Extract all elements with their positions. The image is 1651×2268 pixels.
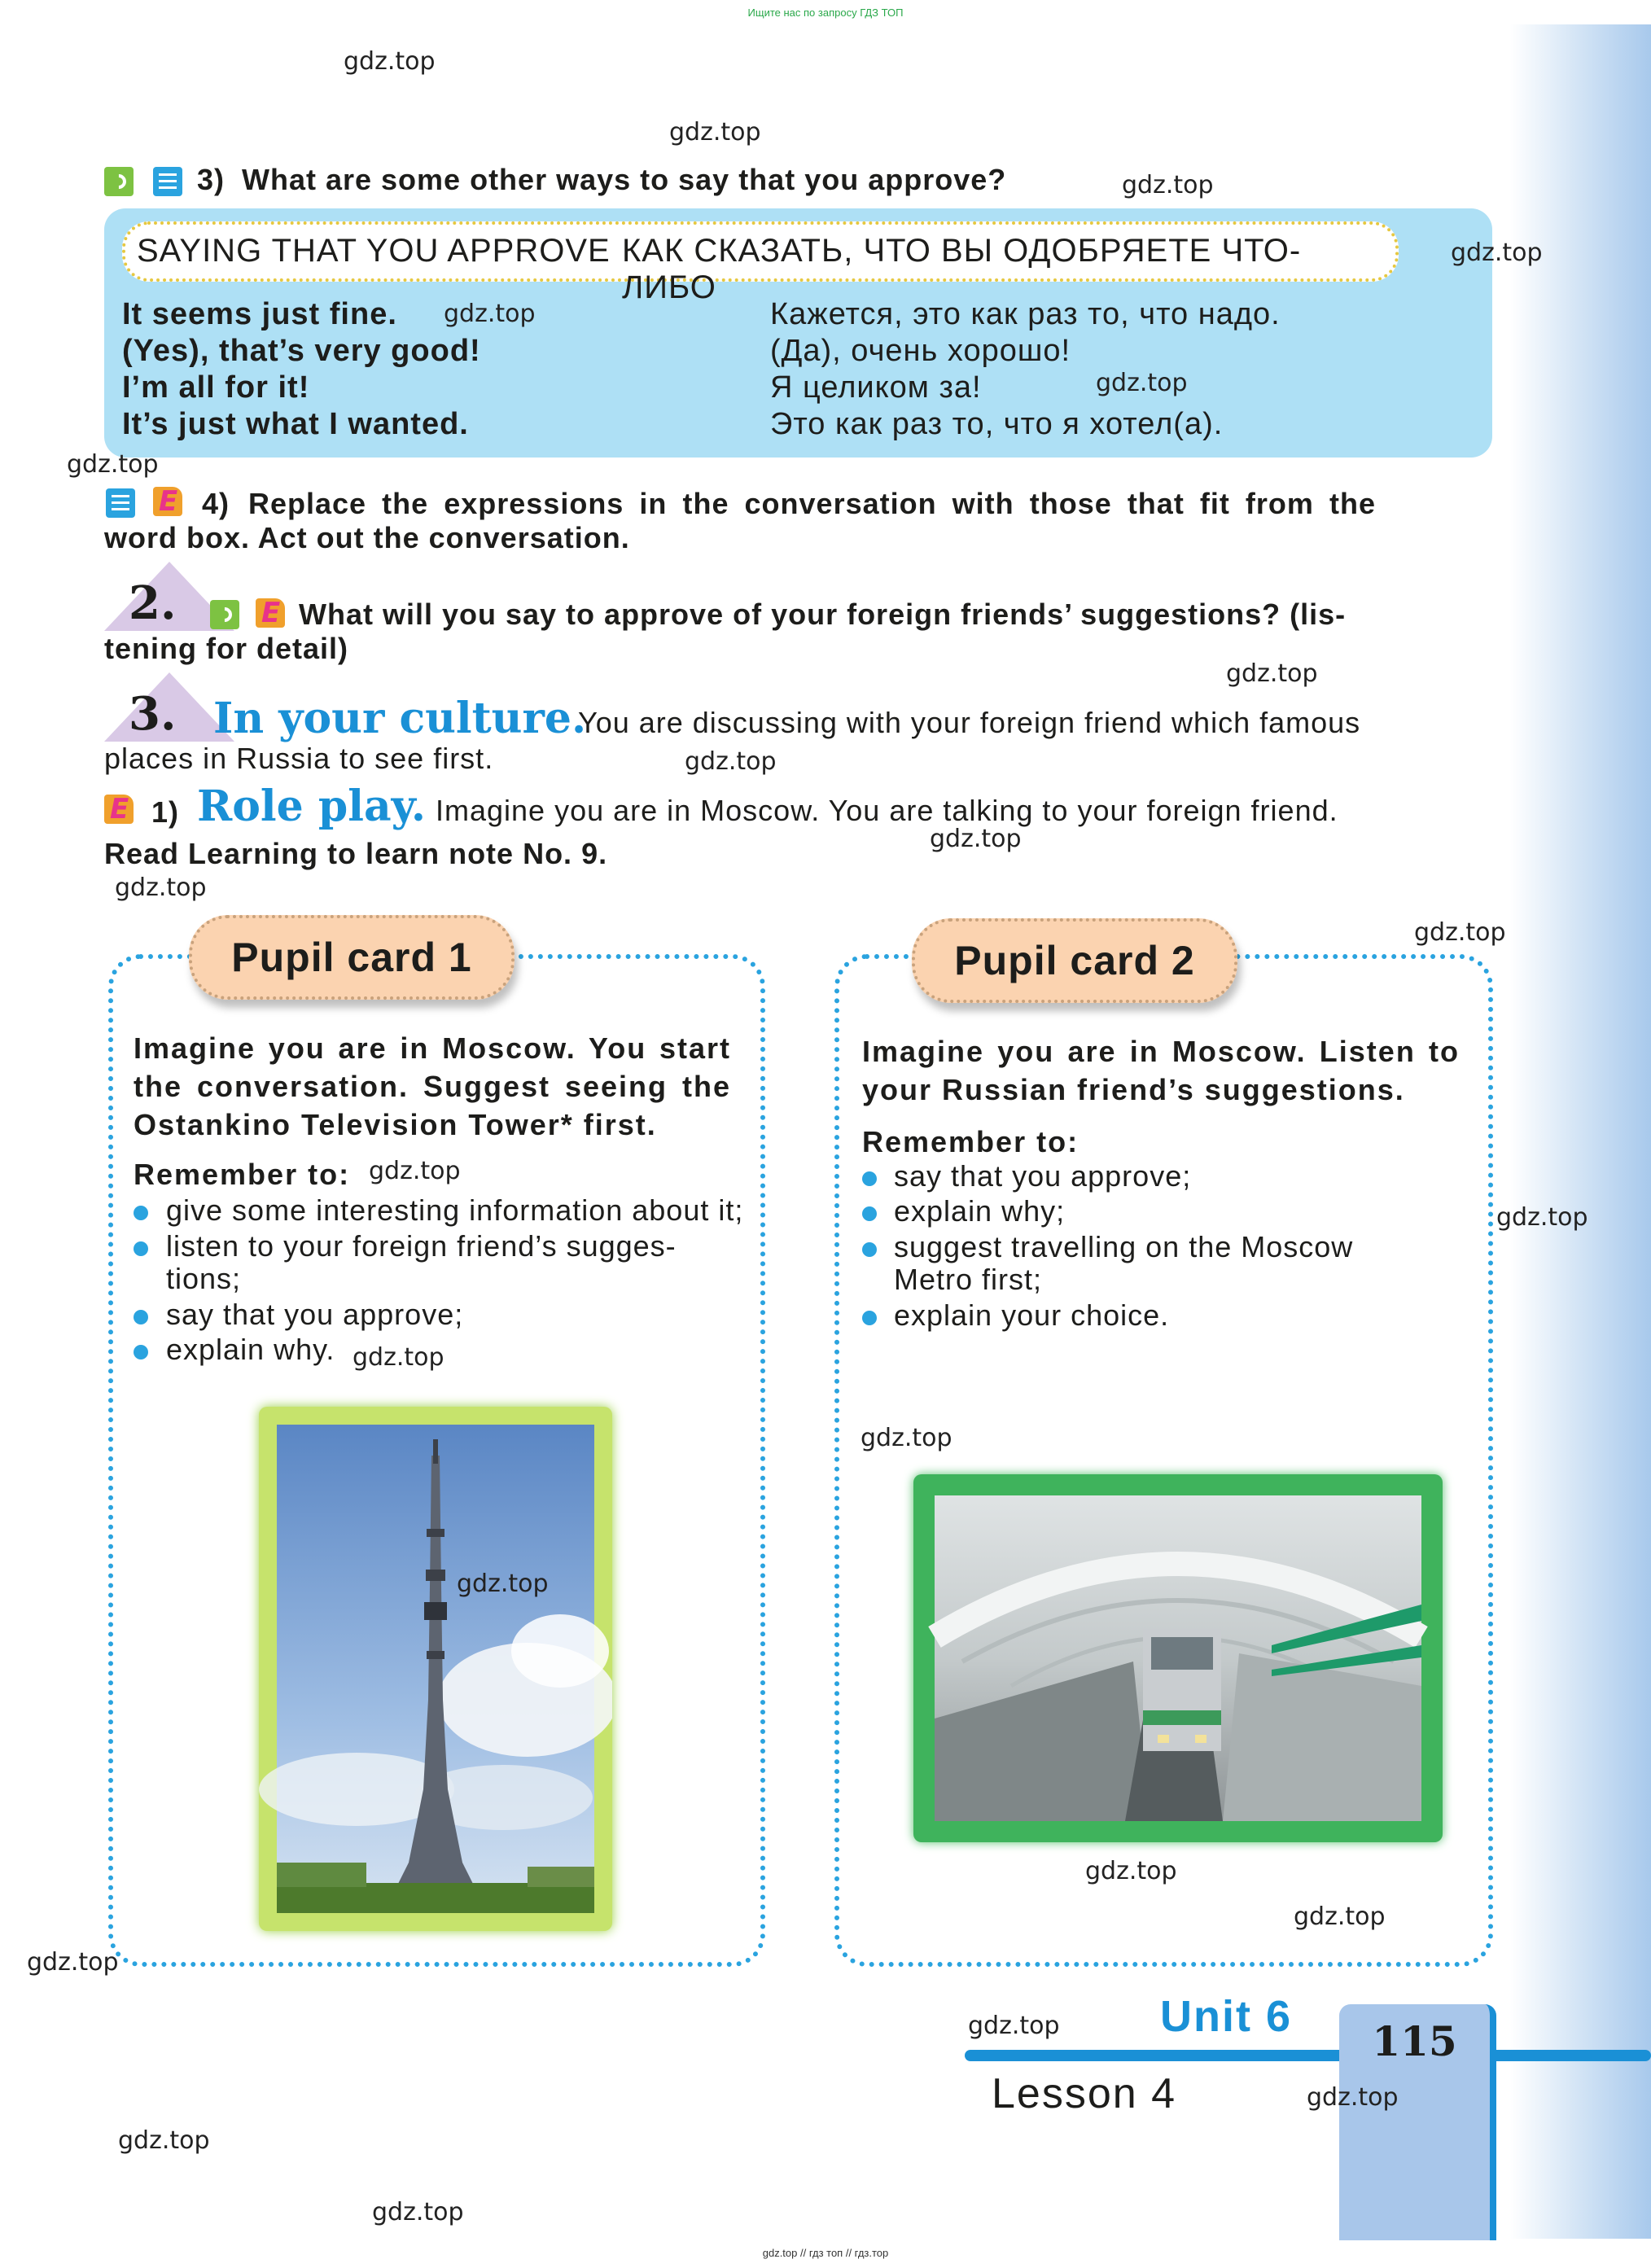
bullet (862, 1242, 877, 1257)
page-number: 115 (1372, 2017, 1457, 2065)
reading-icon (153, 167, 182, 196)
bullet (134, 1345, 148, 1359)
watermark: gdz.top (444, 300, 536, 328)
listening-icon (210, 600, 239, 629)
unit-underline (965, 2050, 1651, 2061)
phrase-en-4: It’s just what I wanted. (122, 407, 469, 441)
watermark: gdz.top (372, 2198, 464, 2226)
task2-line1: What will you say to approve of your foreign friends’ suggestions? (lis- (299, 598, 1347, 631)
phrase-en-3: I’m all for it! (122, 370, 310, 405)
role-line1: Imagine you are in Moscow. You are talking to your foreign friend. (436, 794, 1338, 827)
role-title: Role play. (197, 782, 426, 831)
watermark: gdz.top (115, 873, 207, 902)
ex4-number: 4) (202, 487, 230, 520)
bullet (862, 1311, 877, 1325)
speaking-icon (153, 487, 182, 516)
watermark: gdz.top (1226, 659, 1318, 688)
footer-note: gdz.top // гдз топ // гдз.тор (762, 2247, 889, 2259)
task2-line2: tening for detail) (104, 632, 348, 665)
card2-item-3-cont: Metro first; (894, 1263, 1043, 1296)
task3-number: 3. (129, 687, 177, 741)
ex3-question: What are some other ways to say that you approve? (242, 163, 1007, 196)
bullet (134, 1310, 148, 1324)
watermark: gdz.top (1294, 1902, 1386, 1931)
watermark: gdz.top (1496, 1203, 1588, 1232)
watermark: gdz.top (685, 747, 777, 776)
phrase-ru-4: Это как раз то, что я хотел(а). (770, 407, 1224, 441)
phrase-box-title-ru: КАК СКАЗАТЬ, ЧТО ВЫ ОДОБРЯЕТЕ ЧТО-ЛИБО (622, 233, 1302, 305)
watermark: gdz.top (1122, 171, 1214, 199)
card2-intro-2: your Russian friend’s suggestions. (862, 1073, 1405, 1106)
phrase-box-header (122, 221, 1399, 305)
ex4-line1: Replace the expressions in the conversation with those that fit from the (248, 487, 1376, 520)
card1-remember: Remember to: (134, 1158, 351, 1191)
ex3-number: 3) (197, 163, 226, 196)
watermark: gdz.top (344, 47, 436, 76)
watermark: gdz.top (27, 1948, 119, 1977)
listening-icon (104, 167, 134, 196)
card2-intro-1: Imagine you are in Moscow. Listen to (862, 1035, 1460, 1068)
watermark: gdz.top (861, 1424, 952, 1452)
watermark: gdz.top (930, 825, 1022, 853)
watermark: gdz.top (457, 1570, 549, 1598)
phrase-ru-3: Я целиком за! (770, 370, 982, 405)
ostankino-tower-photo (259, 1407, 612, 1931)
card2-item-2: explain why; (894, 1194, 1066, 1228)
phrase-box-title-en: SAYING THAT YOU APPROVE (137, 233, 611, 269)
moscow-metro-photo (913, 1474, 1443, 1842)
watermark: gdz.top (353, 1343, 444, 1372)
card2-item-4: explain your choice. (894, 1298, 1170, 1332)
watermark: gdz.top (669, 118, 761, 147)
speaking-icon (104, 795, 134, 824)
page-edge-gradient (1510, 24, 1651, 2239)
watermark: gdz.top (118, 2126, 210, 2155)
header-note: Ищите нас по запросу ГДЗ ТОП (747, 7, 904, 19)
phrase-en-2: (Yes), that’s very good! (122, 334, 481, 368)
card2-item-1: say that you approve; (894, 1159, 1192, 1193)
phrase-ru-2: (Да), очень хорошо! (770, 334, 1071, 368)
pupil-card-1-title: Pupil card 1 (189, 915, 515, 1000)
task3-title: In your culture. (213, 694, 587, 743)
watermark: gdz.top (1451, 239, 1543, 267)
reading-icon (106, 488, 135, 518)
unit-label: Unit 6 (1160, 1992, 1293, 2041)
role-line2: Read Learning to learn note No. 9. (104, 837, 608, 870)
watermark: gdz.top (67, 450, 159, 479)
bullet (862, 1171, 877, 1186)
bullet (134, 1241, 148, 1256)
card1-intro-2: the conversation. Suggest seeing the (134, 1070, 731, 1103)
watermark: gdz.top (968, 2012, 1060, 2040)
task2-number: 2. (129, 576, 177, 630)
bullet (134, 1206, 148, 1220)
card2-item-3: suggest travelling on the Moscow (894, 1230, 1354, 1263)
role-number: 1) (151, 795, 180, 829)
card1-item-4: explain why. (166, 1333, 335, 1366)
watermark: gdz.top (1096, 369, 1188, 397)
task3-line1: You are discussing with your foreign friend which famous (578, 706, 1361, 739)
watermark: gdz.top (1414, 918, 1506, 947)
card2-remember: Remember to: (862, 1125, 1080, 1158)
card1-item-3: say that you approve; (166, 1298, 464, 1331)
watermark: gdz.top (1085, 1857, 1177, 1885)
phrase-ru-1: Кажется, это как раз то, что надо. (770, 297, 1281, 331)
speaking-icon (256, 598, 285, 628)
watermark: gdz.top (1307, 2083, 1399, 2112)
lesson-label: Lesson 4 (992, 2070, 1177, 2117)
card1-item-2-cont: tions; (166, 1262, 242, 1295)
card1-item-1: give some interesting information about it; (166, 1193, 744, 1227)
phrase-en-1: It seems just fine. (122, 297, 397, 331)
bullet (862, 1206, 877, 1221)
card1-item-2: listen to your foreign friend’s sugges- (166, 1229, 677, 1263)
watermark: gdz.top (369, 1157, 461, 1185)
task3-line2: places in Russia to see first. (104, 742, 494, 775)
ex4-line2: word box. Act out the conversation. (104, 521, 630, 554)
card1-intro-3: Ostankino Television Tower* first. (134, 1108, 657, 1141)
card1-intro-1: Imagine you are in Moscow. You start (134, 1031, 731, 1065)
pupil-card-2-title: Pupil card 2 (912, 918, 1237, 1003)
